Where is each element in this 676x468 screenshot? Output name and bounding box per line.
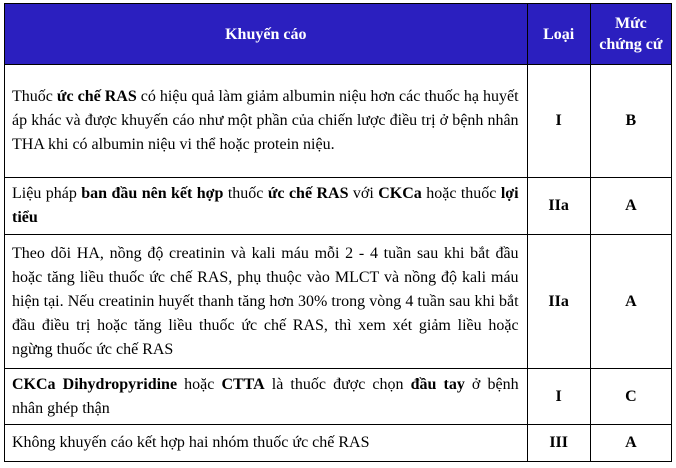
- header-class: Loại: [527, 4, 590, 65]
- recommendation-cell: [5, 65, 528, 178]
- header-recommendation: Khuyến cáo: [5, 4, 528, 65]
- table-row: [5, 369, 672, 425]
- bold-text-segment: CKCa: [378, 185, 422, 202]
- text-segment: Thuốc: [12, 88, 57, 105]
- table-row: [5, 425, 672, 462]
- class-cell: IIa: [527, 235, 590, 369]
- evidence-level-cell: B: [590, 65, 671, 178]
- recommendation-cell: [5, 235, 528, 369]
- text-segment: Không khuyến cáo kết hợp hai nhóm thuốc ức chế RAS: [12, 434, 370, 451]
- text-segment: thuốc: [223, 185, 268, 202]
- table-row: [5, 65, 672, 178]
- evidence-level-cell: A: [590, 235, 671, 369]
- bold-text-segment: CKCa Dihydropyridine: [12, 375, 178, 393]
- table-row: [5, 235, 672, 369]
- recommendation-cell: [5, 425, 528, 462]
- recommendation-cell: [5, 178, 528, 235]
- bold-text-segment: đầu tay: [410, 375, 465, 393]
- text-segment: là thuốc được chọn: [264, 375, 411, 393]
- bold-text-segment: ức chế RAS: [267, 185, 349, 202]
- bold-text-segment: ức chế RAS: [56, 88, 137, 105]
- class-cell: I: [527, 65, 590, 178]
- recommendation-cell: [5, 369, 528, 425]
- text-segment: với: [348, 185, 379, 202]
- text-segment: hoặc thuốc: [421, 185, 501, 202]
- text-segment: có hiệu quả làm giảm albumin niệu hơn các thuốc hạ huyết áp khác và được khuyến cáo như một phần của chiến lược điều trị ở bệnh nhân THA khi có albumin niệu vi thể hoặc protein niệu.: [12, 88, 519, 153]
- text-segment: Theo dõi HA, nồng độ creatinin và kali máu mỗi 2 - 4 tuần sau khi bắt đầu hoặc tăng liều thuốc ức chế RAS, phụ thuộc vào MLCT và nồng độ kali máu hiện tại. Nếu creatinin huyết thanh tăng hơn 30% trong vòng 4 tuần sau khi bắt đầu điều trị hoặc tăng liều thuốc ức chế RAS, thì xem xét giảm liều hoặc ngừng thuốc ức chế RAS: [12, 244, 519, 358]
- text-segment: ở bệnh nhân ghép thận: [12, 375, 519, 417]
- bold-text-segment: lợi tiểu: [12, 185, 519, 226]
- header-level: Mức chứng cứ: [590, 4, 671, 65]
- evidence-level-cell: C: [590, 369, 671, 425]
- class-cell: I: [527, 369, 590, 425]
- evidence-level-cell: A: [590, 425, 671, 462]
- table-row: [5, 178, 672, 235]
- class-cell: IIa: [527, 178, 590, 235]
- table-header-row: [5, 4, 672, 65]
- text-segment: Liệu pháp: [12, 185, 82, 202]
- recommendation-table: [4, 3, 672, 462]
- evidence-level-cell: A: [590, 178, 671, 235]
- bold-text-segment: CTTA: [221, 375, 265, 393]
- recommendation-table-container: [4, 3, 672, 462]
- class-cell: III: [527, 425, 590, 462]
- bold-text-segment: ban đầu nên kết hợp: [81, 185, 224, 202]
- text-segment: hoặc: [177, 375, 222, 393]
